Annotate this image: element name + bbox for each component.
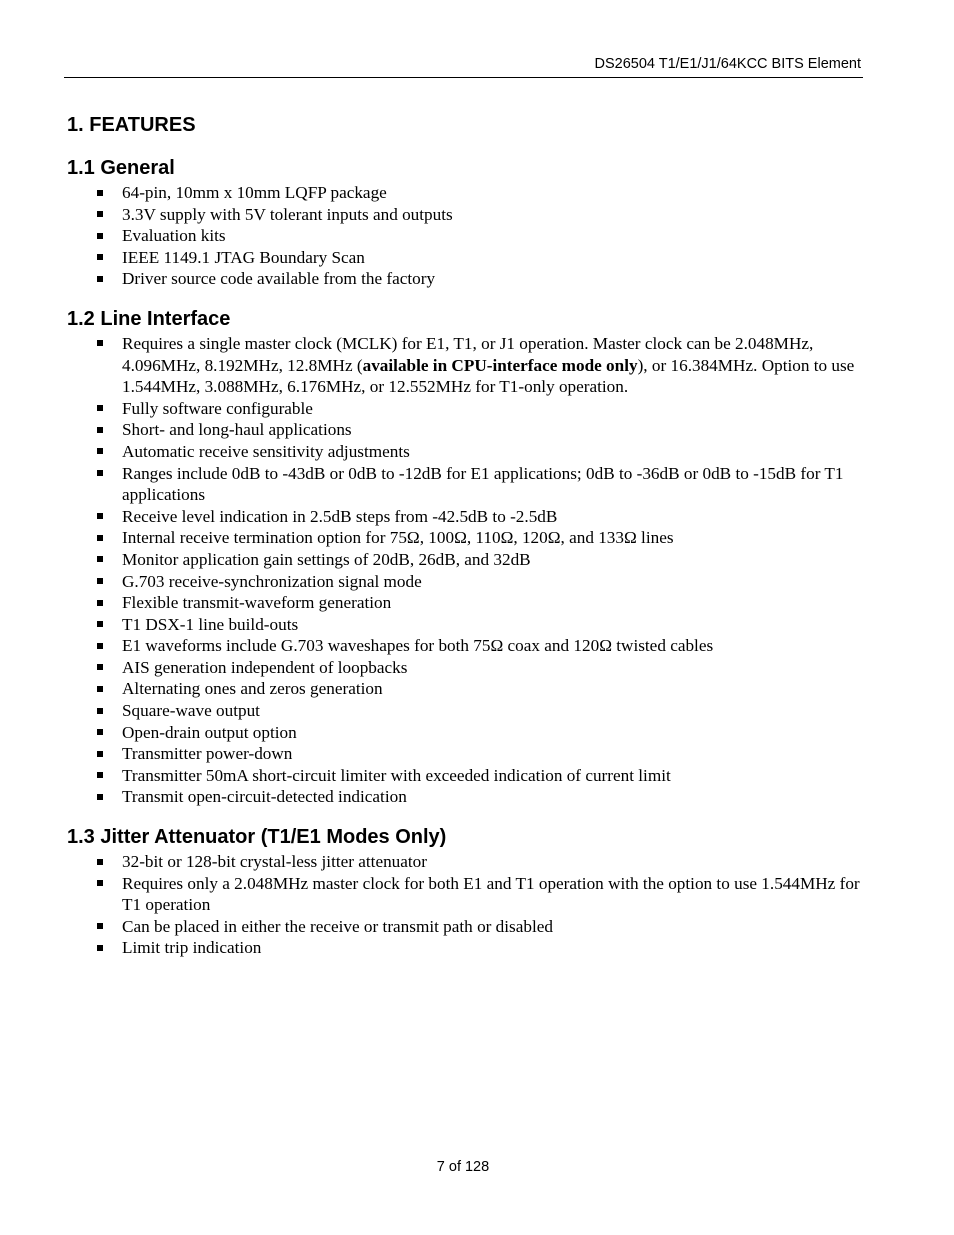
bullet-square-icon <box>97 211 103 217</box>
page-header <box>64 55 863 78</box>
bullet-square-icon <box>97 233 103 239</box>
list-item: Automatic receive sensitivity adjustments <box>67 441 863 463</box>
bullet-square-icon <box>97 600 103 606</box>
list-item: Requires a single master clock (MCLK) for E1, T1, or J1 operation. Master clock can be 2.048MHz, 4.096MHz, 8.192MHz, 12.8MHz (available in CPU-interface mode only), or 16.384MHz. Option to use 1.544MHz, 3.088MHz, 6.176MHz, or 12.552MHz for T1-only operation. <box>67 333 863 398</box>
list-item: E1 waveforms include G.703 waveshapes for both 75Ω coax and 120Ω twisted cables <box>67 635 863 657</box>
list-item: Alternating ones and zeros generation <box>67 678 863 700</box>
features-heading: 1. FEATURES <box>67 114 196 136</box>
list-item: Requires only a 2.048MHz master clock for both E1 and T1 operation with the option to use 1.544MHz for T1 operation <box>67 873 863 916</box>
bullet-square-icon <box>97 729 103 735</box>
list-item: Fully software configurable <box>67 398 863 420</box>
list-item: Limit trip indication <box>67 937 863 959</box>
bullet-square-icon <box>97 794 103 800</box>
list-item: Transmitter power-down <box>67 743 863 765</box>
list-item: Driver source code available from the factory <box>67 268 863 290</box>
section-heading-line-interface: 1.2 Line Interface <box>67 307 231 330</box>
bullet-square-icon <box>97 513 103 519</box>
page-number: 7 of 128 <box>436 1159 490 1175</box>
bullet-square-icon <box>97 535 103 541</box>
document-title: DS26504 T1/E1/J1/64KCC BITS Element <box>594 56 861 72</box>
line-interface-list <box>67 333 863 808</box>
bullet-square-icon <box>97 427 103 433</box>
bullet-square-icon <box>97 190 103 196</box>
general-list <box>67 182 863 290</box>
list-item: Transmit open-circuit-detected indication <box>67 786 863 808</box>
list-item: 32-bit or 128-bit crystal-less jitter attenuator <box>67 851 863 873</box>
bullet-square-icon <box>97 686 103 692</box>
bullet-square-icon <box>97 945 103 951</box>
list-item: Short- and long-haul applications <box>67 419 863 441</box>
bullet-square-icon <box>97 340 103 346</box>
list-item: Open-drain output option <box>67 722 863 744</box>
list-item: G.703 receive-synchronization signal mode <box>67 571 863 593</box>
bullet-square-icon <box>97 470 103 476</box>
list-item: Evaluation kits <box>67 225 863 247</box>
list-item: Transmitter 50mA short-circuit limiter with exceeded indication of current limit <box>67 765 863 787</box>
bullet-square-icon <box>97 276 103 282</box>
bullet-square-icon <box>97 643 103 649</box>
bullet-square-icon <box>97 751 103 757</box>
bullet-square-icon <box>97 859 103 865</box>
bullet-square-icon <box>97 923 103 929</box>
bullet-square-icon <box>97 405 103 411</box>
list-item: Monitor application gain settings of 20dB, 26dB, and 32dB <box>67 549 863 571</box>
bullet-square-icon <box>97 621 103 627</box>
bullet-square-icon <box>97 254 103 260</box>
jitter-attenuator-list <box>67 851 863 959</box>
bullet-square-icon <box>97 556 103 562</box>
bullet-square-icon <box>97 578 103 584</box>
bullet-square-icon <box>97 708 103 714</box>
list-item: AIS generation independent of loopbacks <box>67 657 863 679</box>
list-item: 64-pin, 10mm x 10mm LQFP package <box>67 182 863 204</box>
list-item: Can be placed in either the receive or transmit path or disabled <box>67 916 863 938</box>
section-heading-general: 1.1 General <box>67 157 175 179</box>
bullet-square-icon <box>97 880 103 886</box>
page-content <box>67 112 863 959</box>
list-item: Internal receive termination option for 75Ω, 100Ω, 110Ω, 120Ω, and 133Ω lines <box>67 527 863 549</box>
bullet-square-icon <box>97 772 103 778</box>
list-item: IEEE 1149.1 JTAG Boundary Scan <box>67 247 863 269</box>
list-item: Square-wave output <box>67 700 863 722</box>
list-item: 3.3V supply with 5V tolerant inputs and outputs <box>67 204 863 226</box>
list-item: T1 DSX-1 line build-outs <box>67 614 863 636</box>
list-item: Flexible transmit-waveform generation <box>67 592 863 614</box>
list-item: Ranges include 0dB to -43dB or 0dB to -12dB for E1 applications; 0dB to -36dB or 0dB to -15dB for T1 applications <box>67 463 863 506</box>
list-item: Receive level indication in 2.5dB steps from -42.5dB to -2.5dB <box>67 506 863 528</box>
bullet-square-icon <box>97 448 103 454</box>
section-heading-jitter-attenuator: 1.3 Jitter Attenuator (T1/E1 Modes Only) <box>67 826 447 849</box>
bullet-square-icon <box>97 664 103 670</box>
